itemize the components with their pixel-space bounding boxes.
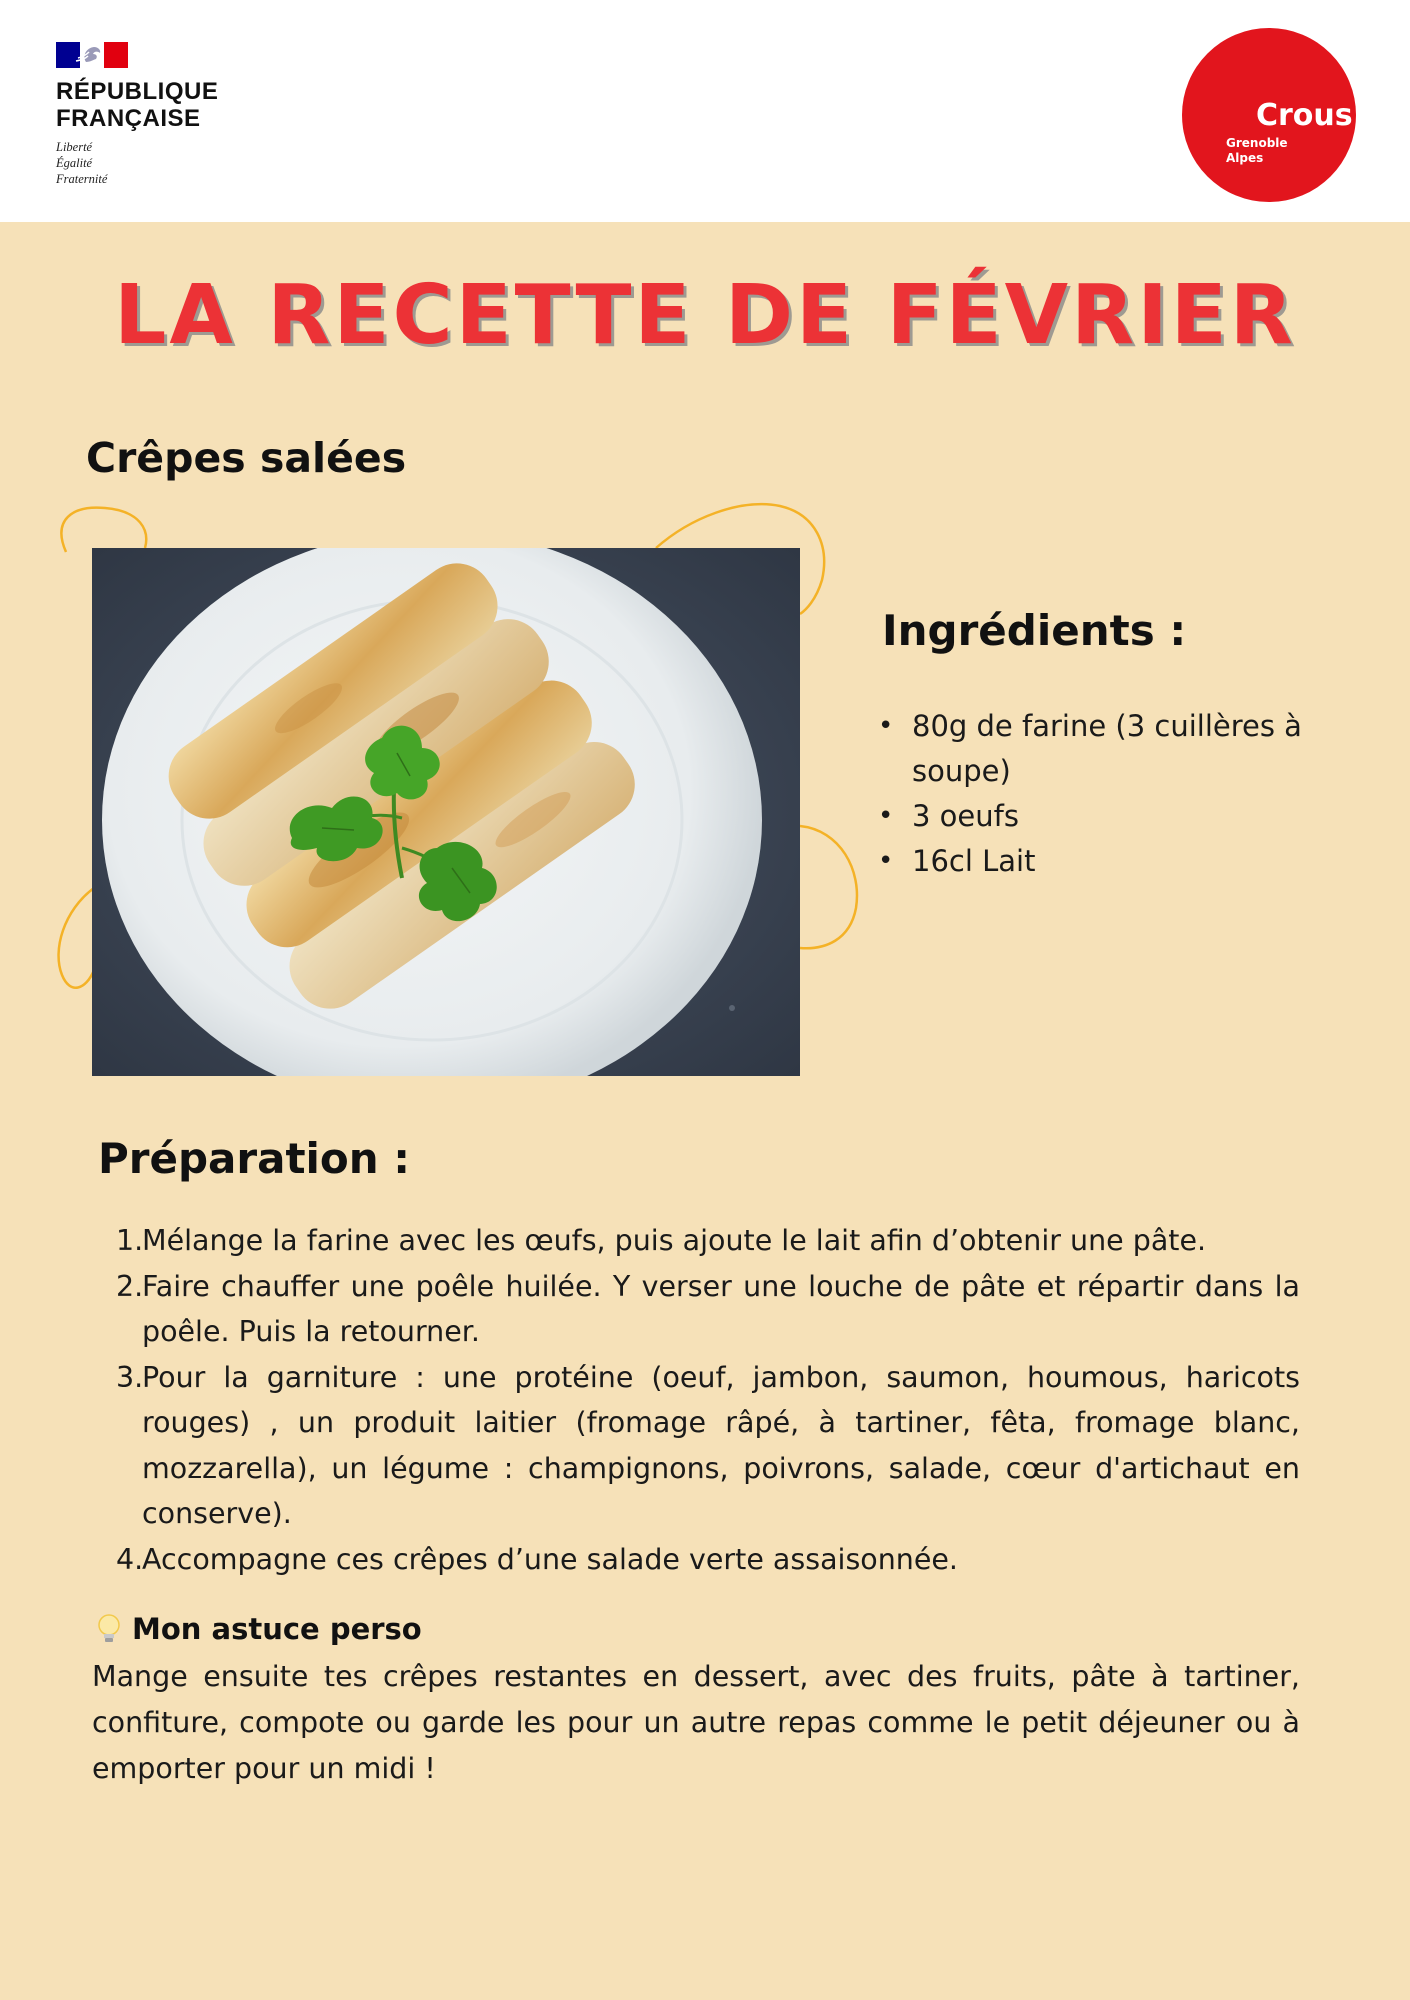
crous-name: Crous: [1256, 98, 1353, 133]
rf-motto: [56, 139, 218, 187]
preparation-title: Préparation :: [98, 1134, 411, 1183]
loop-left: [59, 888, 94, 988]
crous-logo: [1182, 28, 1356, 202]
step-text: Faire chauffer une poêle huilée. Y verser une louche de pâte et répartir dans la poêle. Puis la retourner.: [142, 1269, 1300, 1348]
step-number: 1.: [116, 1224, 144, 1257]
page-header: [0, 0, 1410, 222]
republique-francaise-logo: [56, 42, 218, 187]
motto-liberte: Liberté: [56, 140, 93, 154]
preparation-step: [116, 1264, 1300, 1355]
ingredients-title: Ingrédients :: [882, 606, 1187, 655]
ingredient-item: • 3 oeufs: [912, 794, 1312, 839]
step-text: Mélange la farine avec les œufs, puis ajoute le lait afin d’obtenir une pâte.: [142, 1224, 1207, 1257]
loop-right: [800, 826, 857, 948]
rf-title-line1: RÉPUBLIQUE: [56, 78, 219, 105]
marianne-flag-icon: [56, 42, 128, 68]
step-text: Pour la garniture : une protéine (oeuf, jambon, saumon, houmous, haricots rouges) , un produit laitier (fromage râpé, à tartiner, fêta, fromage blanc, mozzarella), un légume : champignons, poivrons, salade, cœur d'artichaut en conserve).: [142, 1360, 1300, 1530]
preparation-step: [116, 1355, 1300, 1537]
step-number: 4.: [116, 1542, 144, 1576]
ingredients-list: [912, 704, 1312, 884]
crous-city: [1226, 136, 1316, 166]
preparation-steps: [116, 1218, 1300, 1582]
crous-city-line1: Grenoble: [1226, 136, 1288, 150]
ingredient-item: • 16cl Lait: [912, 839, 1312, 884]
step-number: 3.: [116, 1360, 144, 1394]
recipe-name: Crêpes salées: [86, 434, 407, 482]
step-text: Accompagne ces crêpes d’une salade verte assaisonnée.: [142, 1542, 958, 1576]
step-number: 2.: [116, 1269, 144, 1303]
preparation-step: [116, 1537, 1300, 1583]
crous-city-line2: Alpes: [1226, 151, 1264, 165]
rf-title-line2: FRANÇAISE: [56, 105, 201, 132]
tip-title: Mon astuce perso: [132, 1612, 422, 1646]
loop-top-left: [61, 508, 146, 552]
page-title: LA RECETTE DE FÉVRIER: [114, 268, 1296, 363]
motto-egalite: Égalité: [56, 156, 93, 170]
crepes-photo: [92, 548, 800, 1076]
preparation-step: [116, 1218, 1300, 1264]
motto-fraternite: Fraternité: [56, 172, 108, 186]
tip-text: Mange ensuite tes crêpes restantes en dessert, avec des fruits, pâte à tartiner, confiture, compote ou garde les pour un autre repas comme le petit déjeuner ou à emporter pour un midi !: [92, 1660, 1300, 1785]
tip-heading: [94, 1612, 422, 1646]
lightbulb-icon: [94, 1612, 124, 1646]
ingredient-item: • 80g de farine (3 cuillères à soupe): [912, 704, 1312, 794]
